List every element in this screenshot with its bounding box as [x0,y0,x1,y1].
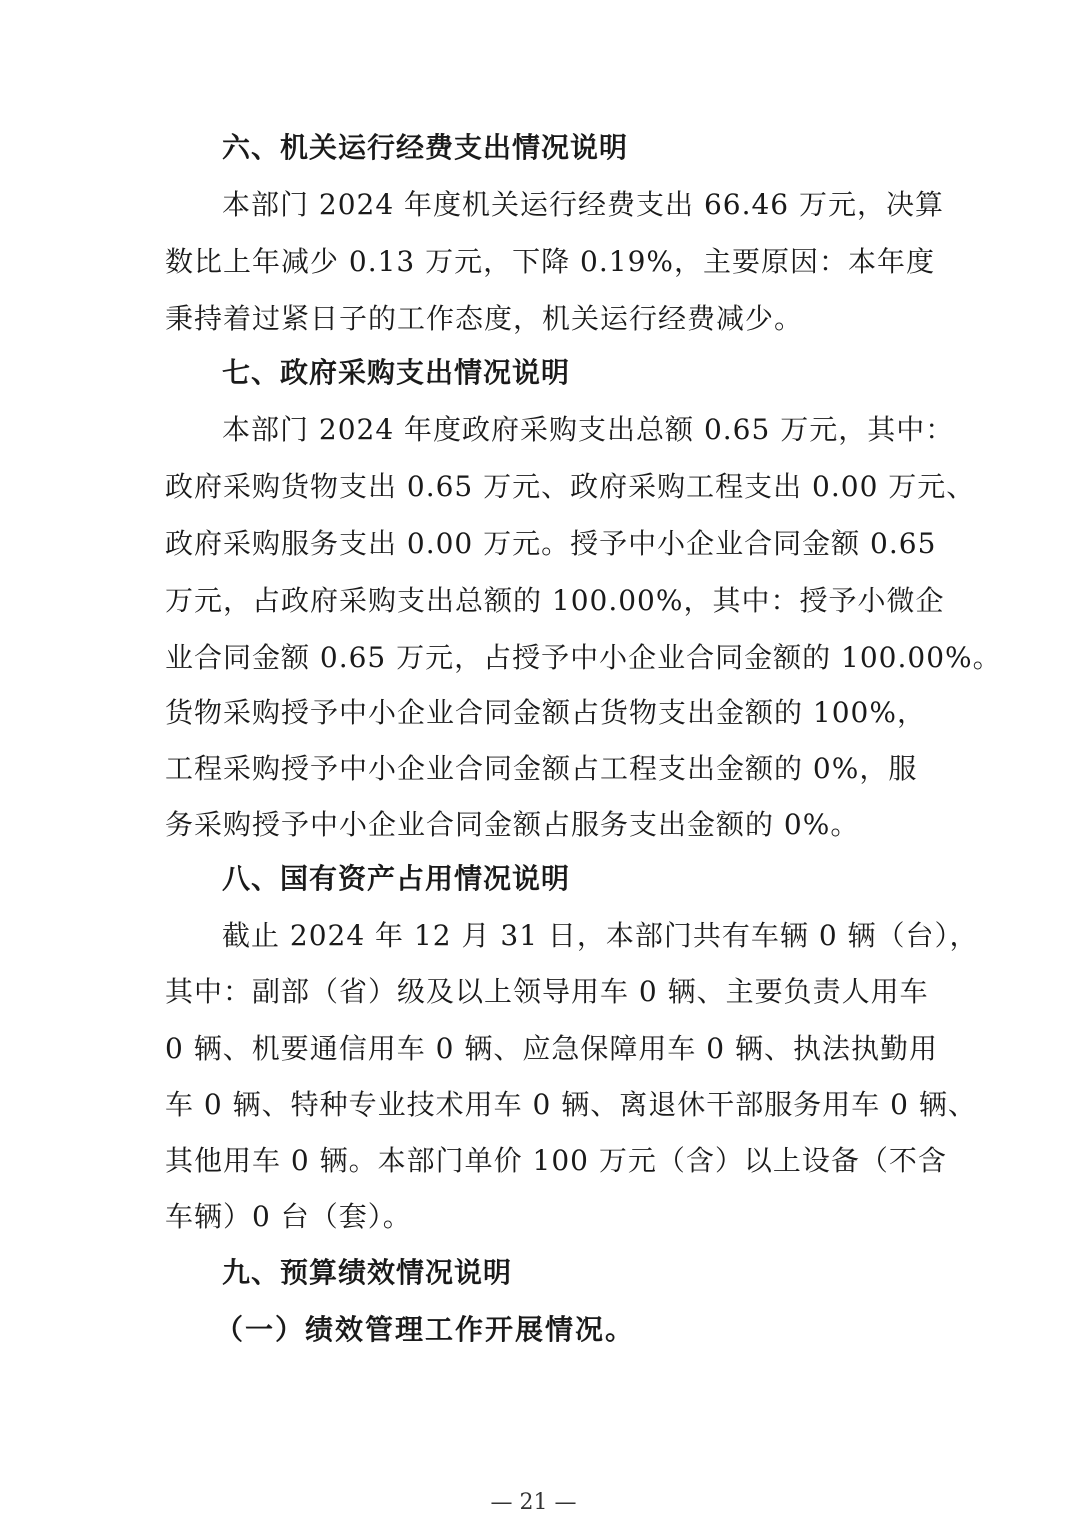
section-6-line-2: 数比上年减少 0.13 万元，下降 0.19%，主要原因：本年度 [165,245,935,278]
section-7-line-6: 货物采购授予中小企业合同金额占货物支出金额的 100%， [165,696,926,729]
section-8-line-6: 车辆）0 台（套）。 [165,1200,412,1233]
section-6-line-3: 秉持着过紧日子的工作态度，机关运行经费减少。 [165,302,804,335]
section-7-line-4: 万元，占政府采购支出总额的 100.00%，其中：授予小微企 [165,584,945,617]
section-7-line-1: 本部门 2024 年度政府采购支出总额 0.65 万元，其中： [222,413,955,446]
section-7-heading: 七、政府采购支出情况说明 [222,356,571,389]
section-7-line-2: 政府采购货物支出 0.65 万元、政府采购工程支出 0.00 万元、 [165,470,976,503]
section-7-line-7: 工程采购授予中小企业合同金额占工程支出金额的 0%，服 [165,752,918,785]
section-7-line-8: 务采购授予中小企业合同金额占服务支出金额的 0%。 [165,808,860,841]
section-6-line-1: 本部门 2024 年度机关运行经费支出 66.46 万元，决算 [222,188,945,221]
section-7-line-5: 业合同金额 0.65 万元，占授予中小企业合同金额的 100.00%。 [165,641,1002,674]
section-9-sub-heading: （一）绩效管理工作开展情况。 [215,1313,636,1346]
section-9-heading: 九、预算绩效情况说明 [222,1256,513,1289]
section-8-line-3: 0 辆、机要通信用车 0 辆、应急保障用车 0 辆、执法执勤用 [165,1032,938,1065]
section-8-line-2: 其中：副部（省）级及以上领导用车 0 辆、主要负责人用车 [165,975,929,1008]
section-7-line-3: 政府采购服务支出 0.00 万元。授予中小企业合同金额 0.65 [165,527,937,560]
section-8-line-1: 截止 2024 年 12 月 31 日，本部门共有车辆 0 辆（台）， [222,919,979,952]
section-8-heading: 八、国有资产占用情况说明 [222,862,571,895]
section-8-line-5: 其他用车 0 辆。本部门单价 100 万元（含）以上设备（不含 [165,1144,947,1177]
page-number: — 21 — [490,1490,577,1515]
section-6-heading: 六、机关运行经费支出情况说明 [222,131,629,164]
section-8-line-4: 车 0 辆、特种专业技术用车 0 辆、离退休干部服务用车 0 辆、 [165,1088,977,1121]
